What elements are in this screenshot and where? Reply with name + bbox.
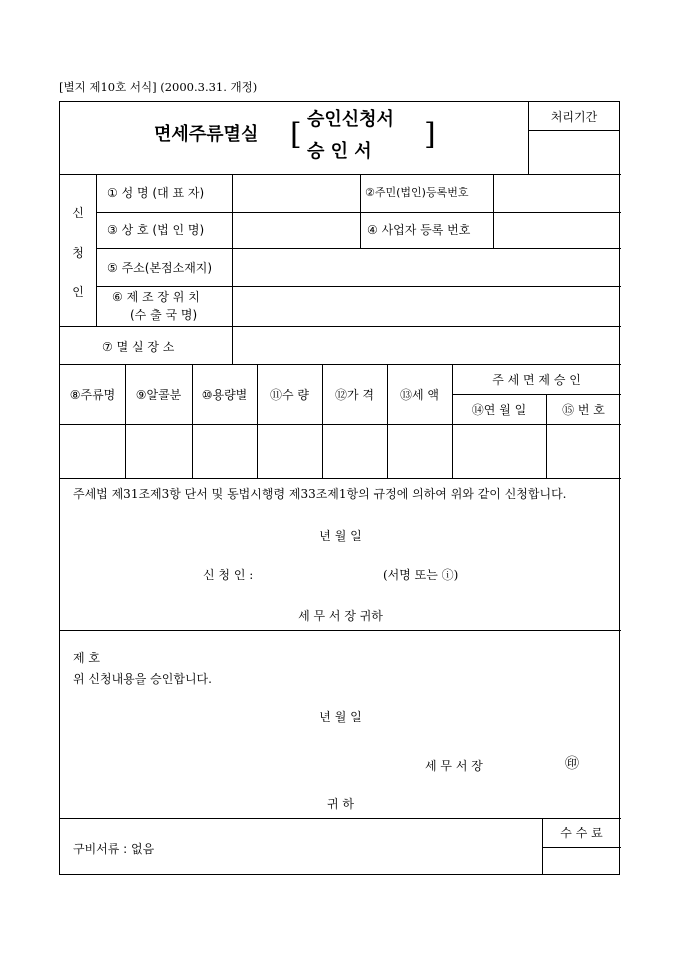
cell-approval-date[interactable] [453,425,545,477]
form-title-option-application: 승인신청서 [307,109,394,130]
official-seal-mark: ㊞ [565,756,579,772]
factory-location-label: ⑥ 제 조 장 위 치 [112,290,200,304]
address-label: ⑤ 주소(본점소재지) [107,261,213,275]
applicant-sign-field[interactable] [270,564,380,584]
form-number-label: [별지 제10호 서식] (2000.3.31. 개정) [59,80,258,94]
export-country-label: (수 출 국 명) [130,308,198,322]
form-title-main: 면세주류멸실 [154,124,259,145]
applicant-side-char-3: 인 [72,285,84,299]
col-approval-header: 주 세 면 제 승 인 [492,373,581,387]
col-tax: ⑬세 액 [400,388,439,402]
cell-approval-number[interactable] [547,425,620,477]
form-title-option-approval: 승 인 서 [307,141,372,162]
col-quantity: ⑪수 량 [270,388,309,402]
cell-liquor-name[interactable] [61,425,124,477]
address-field[interactable] [233,249,620,285]
col-approval-date: ⑭연 월 일 [471,403,527,417]
application-statement: 주세법 제31조제3항 단서 및 동법시행령 제33조제1항의 규정에 의하여 위와 같이 신청합니다. [73,487,567,501]
business-number-field[interactable] [494,213,620,247]
id-number-label: ②주민(법인)등록번호 [365,186,469,199]
name-field[interactable] [233,175,359,211]
loss-place-label: ⑦ 멸 실 장 소 [102,340,175,354]
approval-honorific: 귀 하 [327,797,354,811]
factory-location-field[interactable] [233,287,620,325]
col-liquor-name: ⑧주류명 [69,388,116,402]
fee-label: 수 수 료 [560,826,603,840]
processing-period-label: 처리기간 [550,110,598,124]
trade-name-field[interactable] [233,213,359,247]
cell-quantity[interactable] [258,425,321,477]
col-volume: ⑩용량별 [201,388,248,402]
trade-name-label: ③ 상 호 (법 인 명) [107,223,205,237]
cell-tax[interactable] [388,425,451,477]
cell-alcohol[interactable] [126,425,191,477]
col-price: ⑫가 격 [335,388,374,402]
bracket-close: ] [424,117,436,152]
signature-hint: (서명 또는 ⓘ) [383,568,459,582]
applicant-side-char-2: 청 [72,246,84,260]
approval-text: 위 신청내용을 승인합니다. [73,672,212,686]
cell-volume[interactable] [193,425,256,477]
cell-price[interactable] [323,425,386,477]
name-label: ① 성 명 (대 표 자) [107,186,205,200]
col-alcohol: ⑨알콜분 [135,388,182,402]
processing-period-value[interactable] [529,131,619,173]
id-number-field[interactable] [494,175,620,211]
application-form [59,101,620,875]
fee-field[interactable] [543,848,620,874]
applicant-sign-label: 신 청 인 : [203,568,254,582]
tax-office-chief: 세 무 서 장 [425,759,483,773]
approval-date-line: 년 월 일 [319,710,362,724]
applicant-side-char-1: 신 [72,206,84,220]
application-date-line: 년 월 일 [319,529,362,543]
approval-number-line: 제 호 [73,651,100,665]
col-approval-number: ⑮ 번 호 [562,403,605,417]
addressee-tax-office: 세 무 서 장 귀하 [298,609,383,623]
required-documents: 구비서류 : 없음 [73,842,155,856]
bracket-open: [ [290,117,302,152]
business-number-label: ④ 사업자 등록 번호 [367,223,471,237]
loss-place-field[interactable] [233,327,620,364]
